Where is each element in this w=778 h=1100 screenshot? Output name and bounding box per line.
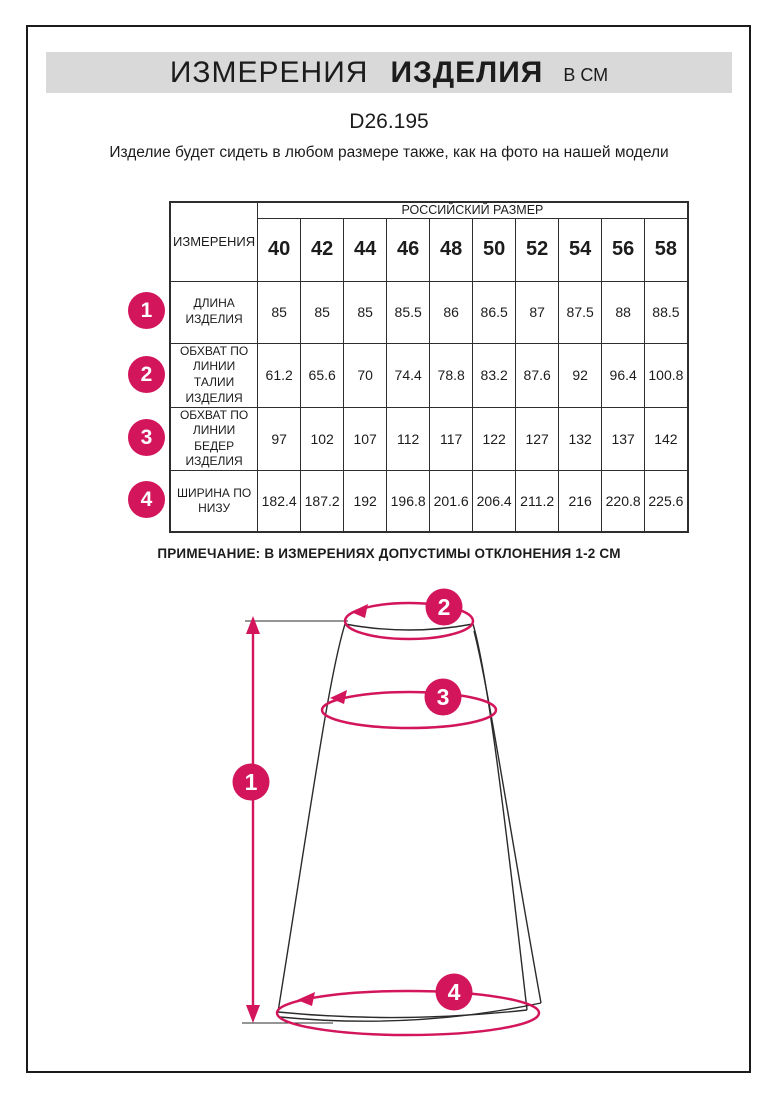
value-cell: 107 (344, 407, 387, 470)
value-cell: 85.5 (387, 281, 430, 343)
value-cell: 192 (344, 470, 387, 532)
row-label: ОБХВАТ ПО ЛИНИИ БЕДЕР ИЗДЕЛИЯ (170, 407, 258, 470)
size-header: 56 (602, 218, 645, 281)
row-number-badge: 3 (128, 419, 165, 456)
row-number-badge: 2 (128, 356, 165, 393)
size-header: 48 (430, 218, 473, 281)
value-cell: 216 (559, 470, 602, 532)
callout-number: 1 (244, 769, 258, 795)
value-cell: 112 (387, 407, 430, 470)
title-unit-label: В СМ (563, 65, 609, 85)
value-cell: 206.4 (473, 470, 516, 532)
value-cell: 78.8 (430, 343, 473, 407)
row-number-badge: 1 (128, 292, 165, 329)
value-cell: 65.6 (301, 343, 344, 407)
size-header: 50 (473, 218, 516, 281)
title-bar (46, 52, 732, 93)
callout-badge-4 (436, 974, 473, 1011)
length-arrow (246, 616, 260, 1023)
value-cell: 86.5 (473, 281, 516, 343)
table-row (170, 407, 688, 470)
callout-number: 4 (447, 979, 461, 1005)
table-row (170, 470, 688, 532)
value-cell: 85 (344, 281, 387, 343)
ellipse-arrowheads (297, 604, 368, 1006)
page-title: ИЗМЕРЕНИЯ (169, 55, 369, 89)
row-number-badge: 4 (128, 481, 165, 518)
column-header-measurements: ИЗМЕРЕНИЯ (170, 202, 258, 281)
table-row (170, 281, 688, 343)
value-cell: 87.5 (559, 281, 602, 343)
value-cell: 87 (516, 281, 559, 343)
value-cell: 88 (602, 281, 645, 343)
callout-badge-2 (426, 589, 463, 626)
callout-number: 2 (437, 594, 451, 620)
size-header: 46 (387, 218, 430, 281)
skirt-diagram (225, 580, 555, 1045)
value-cell: 70 (344, 343, 387, 407)
size-header: 54 (559, 218, 602, 281)
size-header: 58 (645, 218, 688, 281)
row-label: ШИРИНА ПО НИЗУ (170, 470, 258, 532)
value-cell: 117 (430, 407, 473, 470)
skirt-outline (278, 624, 541, 1021)
value-cell: 74.4 (387, 343, 430, 407)
column-header-russian-size: РОССИЙСКИЙ РАЗМЕР (258, 202, 688, 218)
value-cell: 220.8 (602, 470, 645, 532)
table-row (170, 343, 688, 407)
value-cell: 182.4 (258, 470, 301, 532)
value-cell: 122 (473, 407, 516, 470)
value-cell: 187.2 (301, 470, 344, 532)
value-cell: 201.6 (430, 470, 473, 532)
page-title-bold: ИЗДЕЛИЯ (390, 55, 544, 89)
value-cell: 88.5 (645, 281, 688, 343)
value-cell: 61.2 (258, 343, 301, 407)
value-cell: 102 (301, 407, 344, 470)
product-code: D26.195 (349, 110, 429, 133)
fit-note-text: Изделие будет сидеть в любом размере также, как на фото на нашей модели (109, 144, 669, 161)
value-cell: 225.6 (645, 470, 688, 532)
value-cell: 86 (430, 281, 473, 343)
value-cell: 132 (559, 407, 602, 470)
hip-girth-ellipse (322, 692, 496, 728)
value-cell: 211.2 (516, 470, 559, 532)
value-cell: 142 (645, 407, 688, 470)
row-label: ДЛИНА ИЗДЕЛИЯ (170, 281, 258, 343)
value-cell: 85 (258, 281, 301, 343)
value-cell: 96.4 (602, 343, 645, 407)
size-header: 42 (301, 218, 344, 281)
value-cell: 100.8 (645, 343, 688, 407)
size-header: 52 (516, 218, 559, 281)
value-cell: 196.8 (387, 470, 430, 532)
callout-number: 3 (436, 684, 450, 710)
value-cell: 87.6 (516, 343, 559, 407)
callout-badge-3 (425, 679, 462, 716)
row-label: ОБХВАТ ПО ЛИНИИ ТАЛИИ ИЗДЕЛИЯ (170, 343, 258, 407)
value-cell: 97 (258, 407, 301, 470)
tolerance-note: ПРИМЕЧАНИЕ: В ИЗМЕРЕНИЯХ ДОПУСТИМЫ ОТКЛОНЕНИЯ 1-2 СМ (157, 546, 621, 561)
callout-badge-1 (233, 764, 270, 801)
value-cell: 127 (516, 407, 559, 470)
value-cell: 137 (602, 407, 645, 470)
value-cell: 85 (301, 281, 344, 343)
value-cell: 83.2 (473, 343, 516, 407)
size-header: 40 (258, 218, 301, 281)
size-header: 44 (344, 218, 387, 281)
measurements-table (169, 201, 689, 533)
value-cell: 92 (559, 343, 602, 407)
